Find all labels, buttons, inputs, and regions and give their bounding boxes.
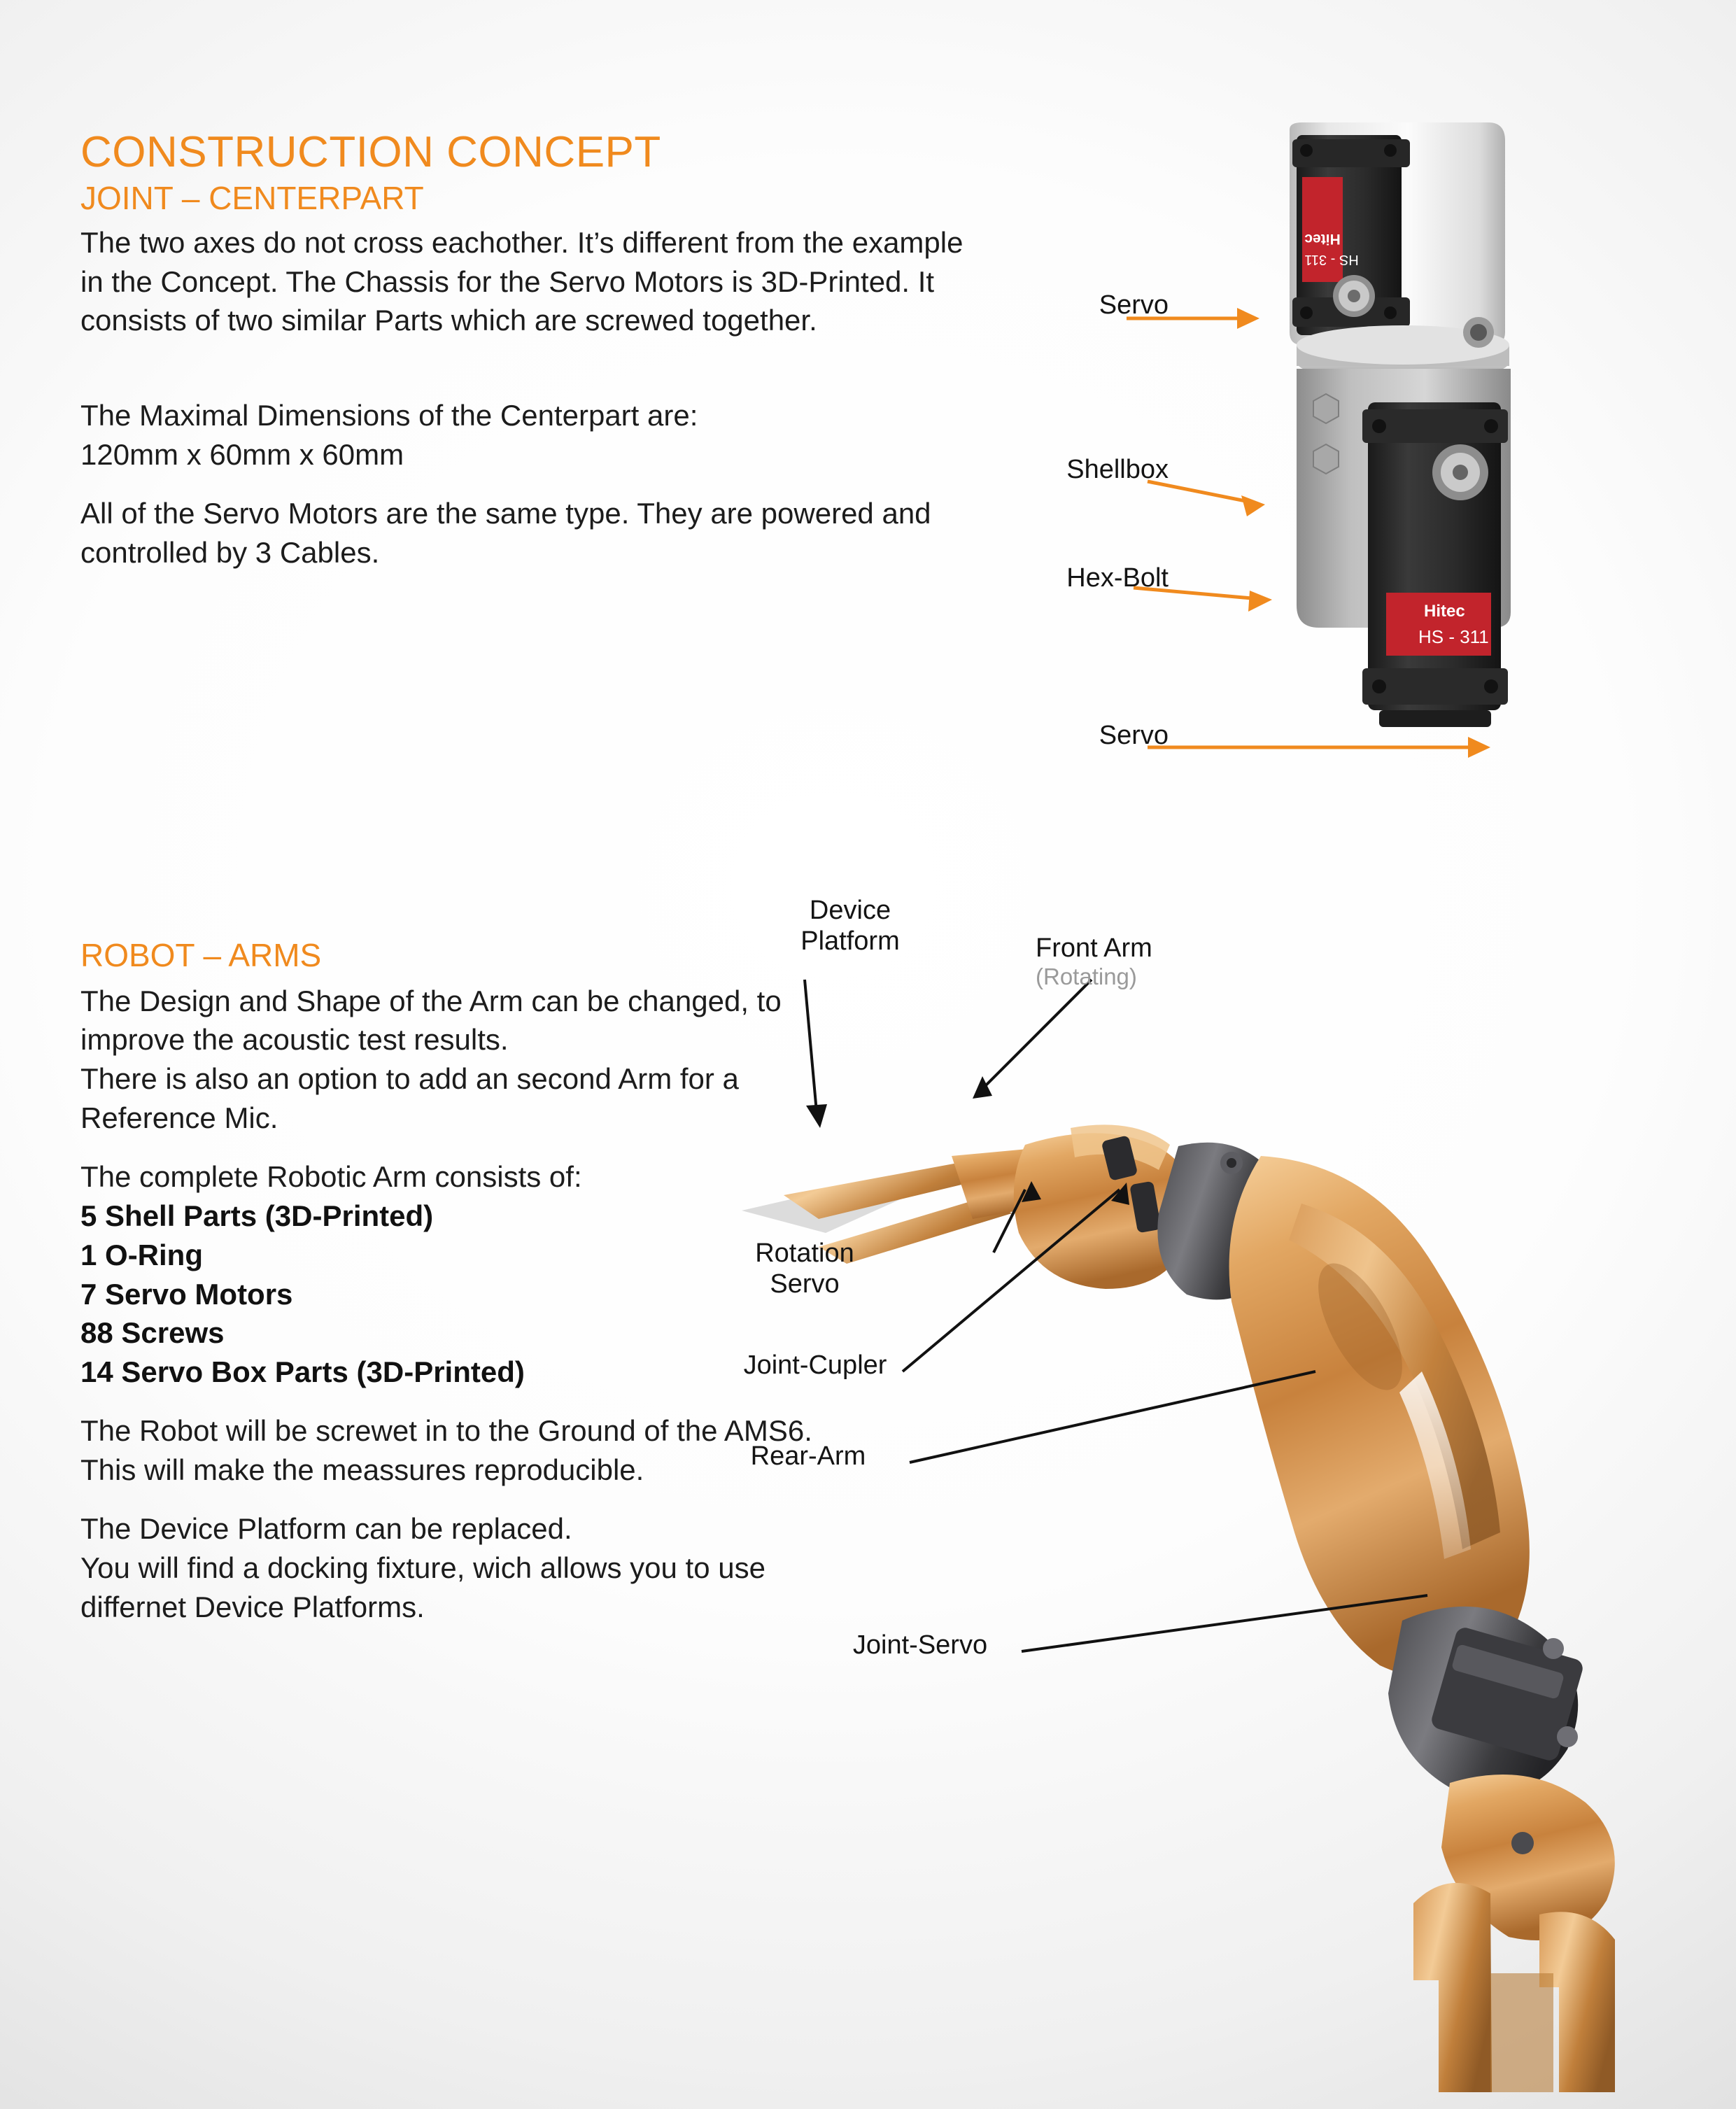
paragraph-arms-3: The Robot will be screwet in to the Ground of the AMS6. This will make the meassures reproducible. [80, 1414, 812, 1487]
paragraph-joint-1: The two axes do not cross eachother. It’s different from the example in the Concept. The Chassis for the Servo Motors is 3D-Printed. It consists of two similar Parts which are screwed together. [80, 225, 964, 337]
bom-item-3: 88 Screws [80, 1316, 225, 1350]
callout-joint-cupler: Joint-Cupler [743, 1350, 887, 1380]
callout-rotation-servo: Rotation Servo [755, 1239, 854, 1299]
svg-text:Hitec: Hitec [1424, 602, 1465, 621]
section-heading-joint: JOINT – CENTERPART [80, 180, 424, 217]
bom-item-1: 1 O-Ring [80, 1238, 203, 1271]
callout-servo-bottom: Servo [1099, 721, 1169, 750]
callout-front-arm-label: Front Arm [1036, 933, 1152, 963]
callout-shellbox: Shellbox [1066, 455, 1169, 484]
robot-arm-render [742, 973, 1735, 2092]
spacer [80, 474, 990, 494]
text-column [80, 129, 990, 572]
paragraph-arms-2: The complete Robotic Arm consists of: [80, 1160, 582, 1194]
spacer [80, 1392, 822, 1411]
svg-text:HS - 311: HS - 311 [1418, 626, 1489, 647]
callout-device-platform: Device Platform [800, 896, 900, 956]
section-arms [80, 938, 822, 1626]
callout-rear-arm: Rear-Arm [750, 1441, 866, 1471]
bom-item-4: 14 Servo Box Parts (3D-Printed) [80, 1355, 525, 1389]
spacer [80, 1490, 822, 1509]
svg-text:Hitec: Hitec [1304, 231, 1341, 247]
callout-front-arm [1036, 903, 1232, 1021]
joint-centerpart-render [1214, 122, 1578, 899]
paragraph-arms-1: The Design and Shape of the Arm can be changed, to improve the acoustic test results. There is also an option to add an second Arm for a Reference Mic. [80, 984, 782, 1135]
section-heading-arms: ROBOT – ARMS [80, 937, 322, 973]
bom-item-0: 5 Shell Parts (3D-Printed) [80, 1199, 434, 1232]
spacer [80, 1138, 822, 1157]
bom-item-2: 7 Servo Motors [80, 1277, 293, 1311]
callout-servo-top: Servo [1099, 290, 1169, 320]
paragraph-arms-4: The Device Platform can be replaced. You will find a docking fixture, wich allows you to use differnet Device Platforms. [80, 1511, 765, 1623]
page-title: CONSTRUCTION CONCEPT [80, 128, 661, 176]
paragraph-joint-3: All of the Servo Motors are the same type. They are powered and controlled by 3 Cables. [80, 496, 931, 569]
callout-hex-bolt: Hex-Bolt [1066, 563, 1169, 593]
paragraph-joint-2: The Maximal Dimensions of the Centerpart are: 120mm x 60mm x 60mm [80, 399, 698, 472]
callout-joint-servo: Joint-Servo [852, 1630, 988, 1660]
callout-front-arm-sub: (Rotating) [1036, 964, 1137, 990]
svg-text:HS - 311: HS - 311 [1304, 252, 1359, 267]
spacer [80, 340, 990, 396]
